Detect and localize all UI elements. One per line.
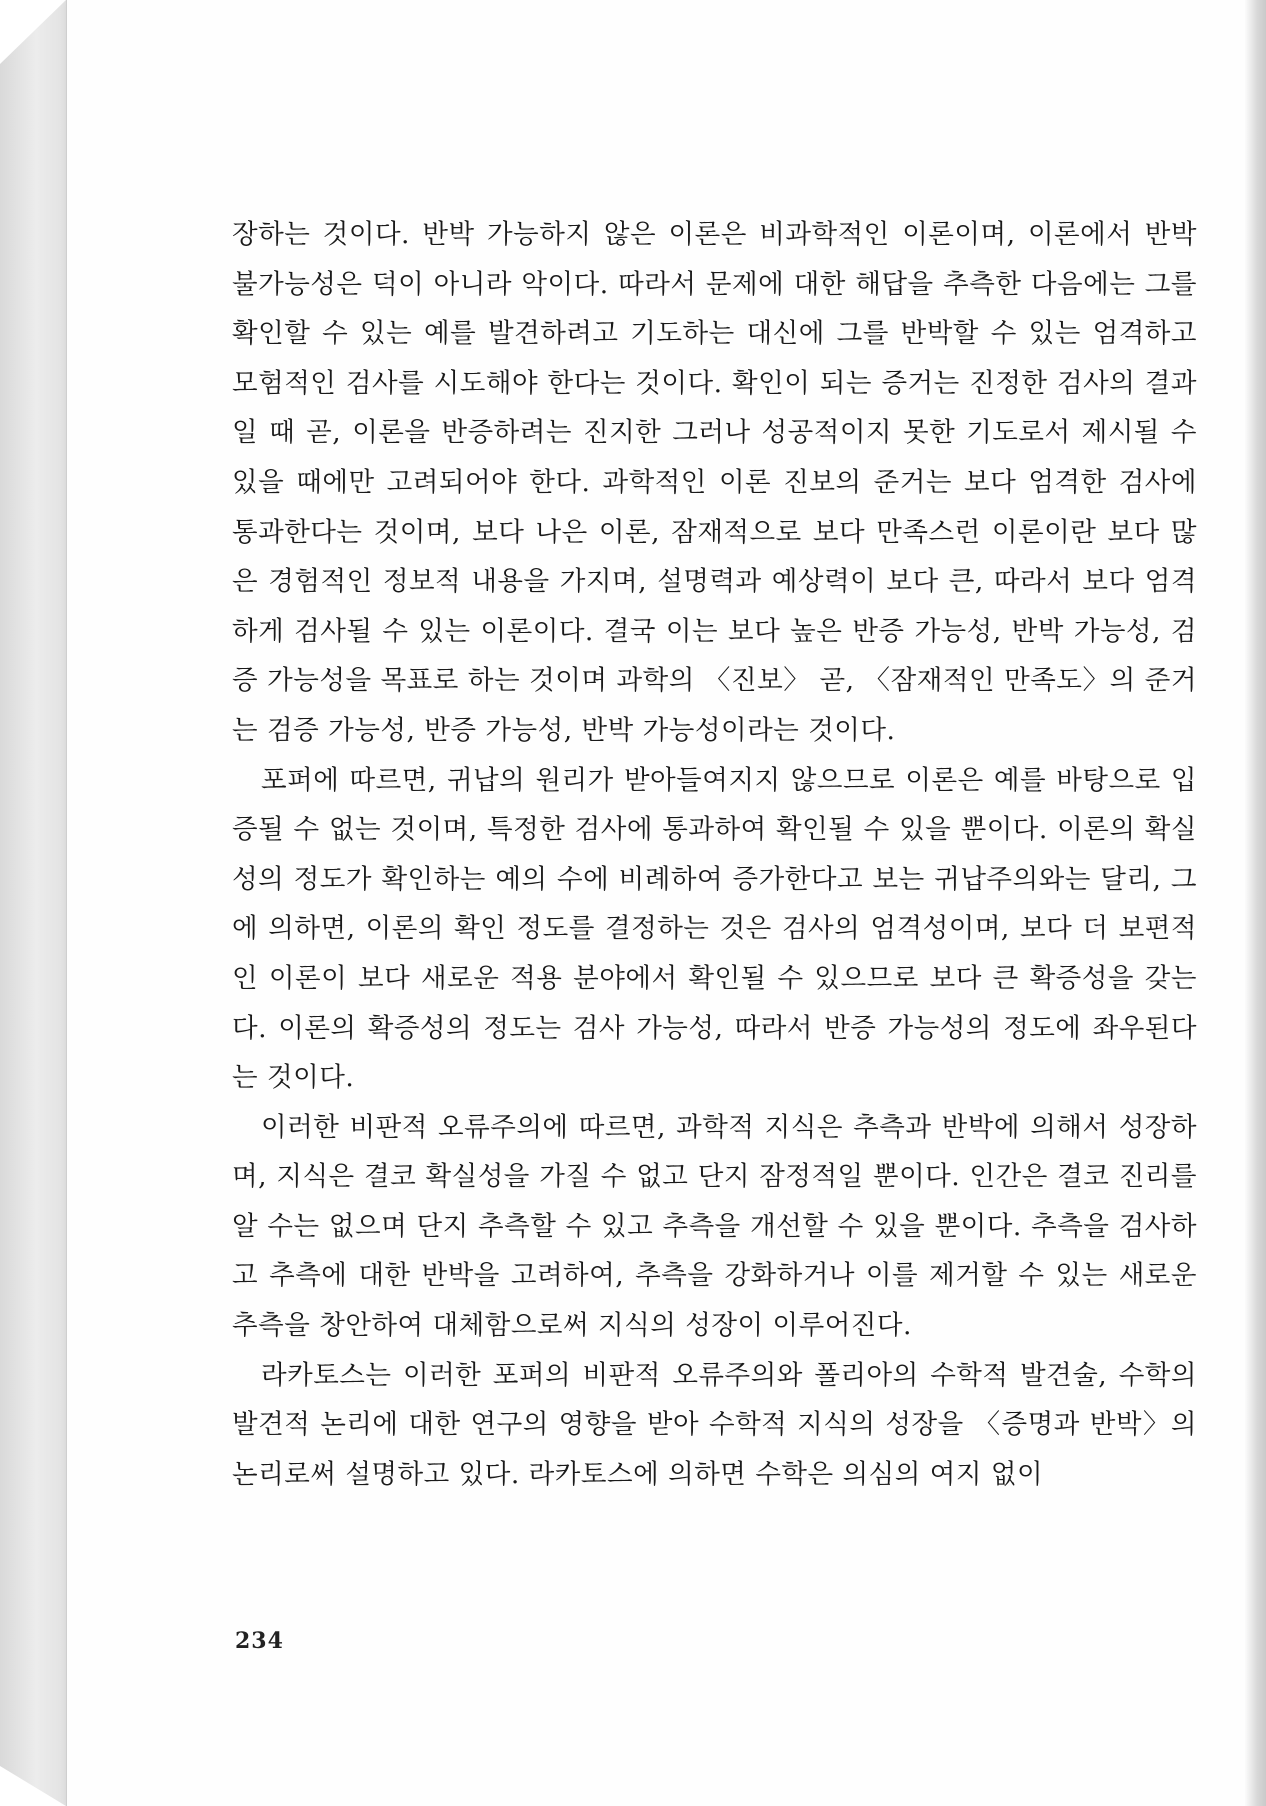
book-side-bottom-cut: [0, 1766, 66, 1806]
book-side-top-cut: [0, 0, 66, 64]
paragraph-3: 이러한 비판적 오류주의에 따르면, 과학적 지식은 추측과 반박에 의해서 성장하며, 지식은 결코 확실성을 가질 수 없고 단지 잠정적일 뿐이다. 인간은 결코 진리를 알 수는 없으며 단지 추측할 수 있고 추측을 개선할 수 있을 뿐이다. 추측을 검사하고 추측에 대한 반박을 고려하여, 추측을 강화하거나 이를 제거할 수 있는 새로운 추측을 창안하여 대체함으로써 지식의 성장이 이루어진다.: [232, 1111, 1197, 1342]
book-page: [66, 0, 1247, 1806]
paragraph-4: 라카토스는 이러한 포퍼의 비판적 오류주의와 폴리아의 수학적 발견술, 수학의 발견적 논리에 대한 연구의 영향을 받아 수학적 지식의 성장을 〈증명과 반박〉의 논리로써 설명하고 있다. 라카토스에 의하면 수학은 의심의 여지 없이: [232, 1359, 1197, 1490]
page-right-shadow: [1244, 0, 1266, 1806]
page-body: [232, 210, 1197, 1499]
paragraph-2: 포퍼에 따르면, 귀납의 원리가 받아들여지지 않으므로 이론은 예를 바탕으로 입증될 수 없는 것이며, 특정한 검사에 통과하여 확인될 수 있을 뿐이다. 이론의 확실성의 정도가 확인하는 예의 수에 비례하여 증가한다고 보는 귀납주의와는 달리, 그에 의하면, 이론의 확인 정도를 결정하는 것은 검사의 엄격성이며, 보다 더 보편적인 이론이 보다 새로운 적용 분야에서 확인될 수 있으므로 보다 큰 확증성을 갖는다. 이론의 확증성의 정도는 검사 가능성, 따라서 반증 가능성의 정도에 좌우된다는 것이다.: [232, 764, 1197, 1094]
paragraph-1: 장하는 것이다. 반박 가능하지 않은 이론은 비과학적인 이론이며, 이론에서 반박 불가능성은 덕이 아니라 악이다. 따라서 문제에 대한 해답을 추측한 다음에는 그를 확인할 수 있는 예를 발견하려고 기도하는 대신에 그를 반박할 수 있는 엄격하고 모험적인 검사를 시도해야 한다는 것이다. 확인이 되는 증거는 진정한 검사의 결과일 때 곧, 이론을 반증하려는 진지한 그러나 성공적이지 못한 기도로서 제시될 수 있을 때에만 고려되어야 한다. 과학적인 이론 진보의 준거는 보다 엄격한 검사에 통과한다는 것이며, 보다 나은 이론, 잠재적으로 보다 만족스런 이론이란 보다 많은 경험적인 정보적 내용을 가지며, 설명력과 예상력이 보다 큰, 따라서 보다 엄격하게 검사될 수 있는 이론이다. 결국 이는 보다 높은 반증 가능성, 반박 가능성, 검증 가능성을 목표로 하는 것이며 과학의 〈진보〉 곧, 〈잠재적인 만족도〉의 준거는 검증 가능성, 반증 가능성, 반박 가능성이라는 것이다.: [232, 219, 1197, 746]
book-side-edge: [0, 0, 66, 1806]
page-number: 234: [235, 1628, 284, 1654]
